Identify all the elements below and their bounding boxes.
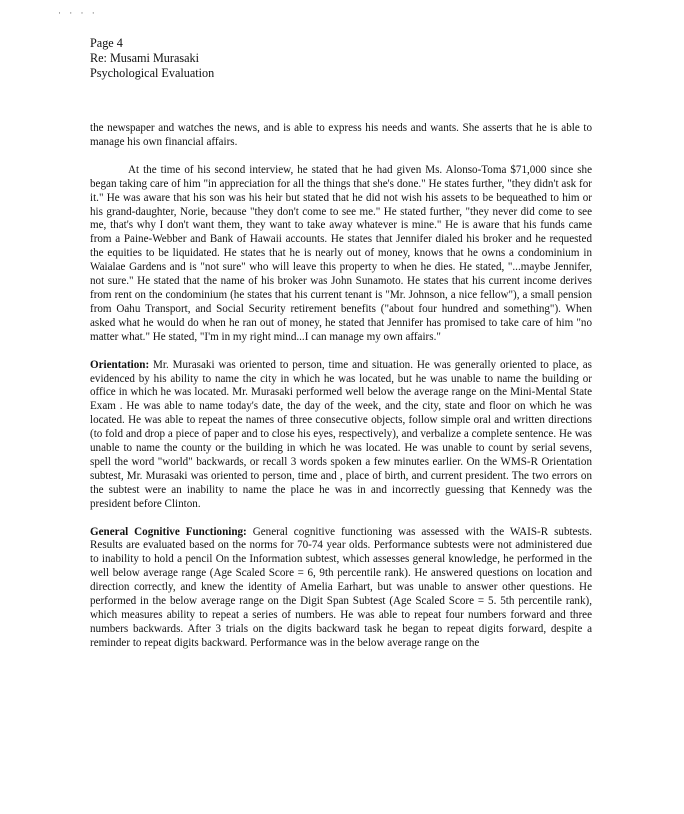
paragraph-text: Mr. Murasaki was oriented to person, time and situation. He was generally oriented to place, as evidenced by his ability to name the city in which he was located, but he was unable to name the building or office in which he was located. Mr. Murasaki performed well below the average range on the Mini-Mental State Exam . He was able to name today's date, the day of the week, and the city, state and floor on which he was located. He was able to repeat the names of three consecutive objects, follow simple oral and written directions (to fold and drop a piece of paper and to close his eyes, respectively), and verbalize a complete sentence. He was unable to name the county or the building in which he was located. He was unable to count by serial sevens, spell the word "world" backwards, or recall 3 words spoken a few minutes earlier. On the WMS-R Orientation subtest, Mr. Murasaki was oriented to person, time and , place of birth, and current president. The two errors on the subtest were an inability to name the place he was in and incorrectly guessing that Kennedy was the president before Clinton. [90, 358, 592, 510]
paragraph-text: General cognitive functioning was assessed with the WAIS-R subtests. Results are evaluated based on the norms for 70-74 year olds. Performance subtests were not administered due to inability to hold a pencil On the Information subtest, which assesses general knowledge, he performed in the well below average range (Age Scaled Score = 6, 9th percentile rank). He answered questions on location and direction correctly, and knew the identity of Amelia Earhart, but was unable to answer other questions. He performed in the below average range on the Digit Span Subtest (Age Scaled Score = 5. 5th percentile rank), which measures ability to repeat a series of numbers. He was able to repeat four numbers forward and three numbers backwards. After 3 trials on the digits backward task he began to repeat digits forward, despite a reminder to repeat digits backward. Performance was in the below average range on the [90, 525, 592, 649]
paragraph-text: the newspaper and watches the news, and is able to express his needs and wants. She asserts that he is able to manage his own financial affairs. [90, 122, 592, 148]
section-label: Orientation: [90, 358, 150, 371]
paragraph-orientation [90, 359, 592, 512]
scan-specks: · · · · [58, 8, 98, 18]
paragraph-general-cognitive [90, 526, 592, 651]
section-label: General Cognitive Functioning: [90, 525, 247, 538]
document-subject: Psychological Evaluation [90, 66, 215, 80]
document-body [90, 122, 592, 665]
page-number: Page 4 [90, 36, 123, 50]
paragraph-second-interview [90, 164, 592, 345]
paragraph-text: At the time of his second interview, he stated that he had given Ms. Alonso-Toma $71,000 since she began taking care of him "in appreciation for all the things that she's done." He states further, "they didn't ask for it." He was aware that his son was his heir but stated that he did not wish his assets to be bequeathed to him or his grand-daughter, Norie, because "they don't come to see me." He stated further, "they never did come to see me, that's why I don't want them, they want to take away whatever is mine." He is aware that his funds came from a Paine-Webber and Bank of Hawaii accounts. He states that Jennifer dialed his broker and he requested the equities to be liquidated. He states that he is nearly out of money, knows that he owns a condominium in Waialae Gardens and is "not sure" who will leave this property to when he dies. He stated, "...maybe Jennifer, not sure." He stated that the name of his broker was John Sunamoto. He states that his current income derives from rent on the condominium (he states that his current tenant is "Mr. Johnson, a nice fellow"), a small pension from Oahu Transport, and Social Security retirement benefits ("about four hundred and something"). When asked what he would do when he ran out of money, he stated that Jennifer has promised to take care of him "no matter what." He stated, "I'm in my right mind...I can manage my own affairs." [90, 163, 592, 343]
page-header [90, 36, 214, 81]
regarding-line: Re: Musami Murasaki [90, 51, 199, 65]
paragraph-continuation [90, 122, 592, 150]
